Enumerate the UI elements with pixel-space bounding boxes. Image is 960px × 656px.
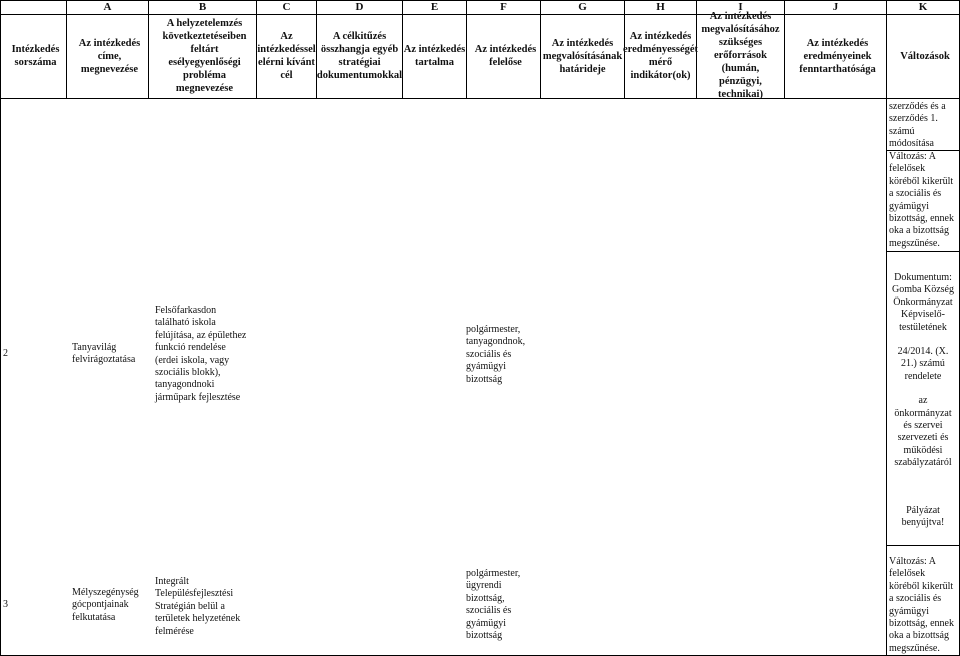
- row2-responsible: polgármester, tanyagondnok, szociális és gyámügyi bizottság: [466, 324, 526, 385]
- column-letter-g: G: [578, 1, 587, 13]
- header-cel: Az intézkedéssel elérni kívánt cél: [257, 31, 316, 81]
- row3-change-note: Változás: A felelősek köréből kikerült a szociális és gyámügyi bizottság, ennek oka a bizottság megszűnése.: [889, 556, 954, 654]
- column-letter-a: A: [103, 1, 112, 13]
- row3-content: Integrált Településfejlesztési Stratégián belül a területek helyzetének felmérése: [155, 576, 241, 637]
- col-divider: [0, 0, 1, 656]
- row-divider: [886, 545, 960, 546]
- row3-title: Mélyszegénység gócpontjainak felkutatása: [72, 587, 139, 623]
- header-eroforrasok: Az intézkedés megvalósításához szükséges erőforrások (humán, pénzügyi, technikai): [701, 10, 780, 100]
- column-letter-k: K: [918, 1, 928, 13]
- header-cim: Az intézkedés címe, megnevezése: [78, 37, 141, 75]
- column-letter-h: H: [656, 1, 665, 13]
- row2-content: Felsőfarkasdon található iskola felújítása, az épülethez funkció rendelése (erdei iskola, vagy szociális blokk), tanyagondnoki járműpark fejlesztése: [155, 305, 247, 403]
- column-letter-e: E: [430, 1, 439, 13]
- column-letter-f: F: [500, 1, 507, 13]
- row2-title: Tanyavilág felvirágoztatása: [72, 342, 136, 366]
- header-osszhang: A célkitűzés összhangja egyéb stratégiai dokumentumokkal: [316, 31, 403, 81]
- header-fenntarthatosag: Az intézkedés eredményeinek fenntarthatósága: [799, 37, 876, 75]
- header-indikator: Az intézkedés eredményességét mérő indikátor(ok): [622, 31, 699, 81]
- row-divider: [886, 251, 960, 252]
- column-letter-c: C: [282, 1, 291, 13]
- column-letter-b: B: [198, 1, 207, 13]
- column-letter-d: D: [355, 1, 364, 13]
- column-letter-j: J: [832, 1, 839, 13]
- row1-change-note: Változás: A felelősek köréből kikerült a szociális és gyámügyi bizottság, ennek oka a bizottság megszűnése.: [889, 151, 954, 249]
- row2-changes: Dokumentum: Gomba Község Önkormányzat Képviselő- testületének 24/2014. (X. 21.) számú rendelete az önkormányzat és szervei szervezeti és működési szabályzatáról Pályázat benyújtva!: [892, 272, 954, 529]
- row3-number: 3: [3, 599, 8, 610]
- row1-changes: szerződés és a szerződés 1. számú módosítása: [889, 101, 946, 150]
- header-felelose: Az intézkedés felelőse: [474, 44, 537, 68]
- column-letter-i: I: [738, 1, 743, 13]
- row3-responsible: polgármester, ügyrendi bizottság, szociális és gyámügyi bizottság: [466, 568, 521, 642]
- header-tartalma: Az intézkedés tartalma: [403, 44, 466, 68]
- row2-number: 2: [3, 348, 8, 359]
- header-sorszam: Intézkedés sorszáma: [11, 44, 60, 68]
- header-hatarideje: Az intézkedés megvalósításának határideje: [542, 37, 623, 75]
- header-bottom-divider: [0, 98, 960, 99]
- header-problema: A helyzetelemzés következtetéseiben feltárt esélyegyenlőségi probléma megnevezése: [162, 18, 247, 94]
- header-valtozasok: Változások: [900, 50, 950, 62]
